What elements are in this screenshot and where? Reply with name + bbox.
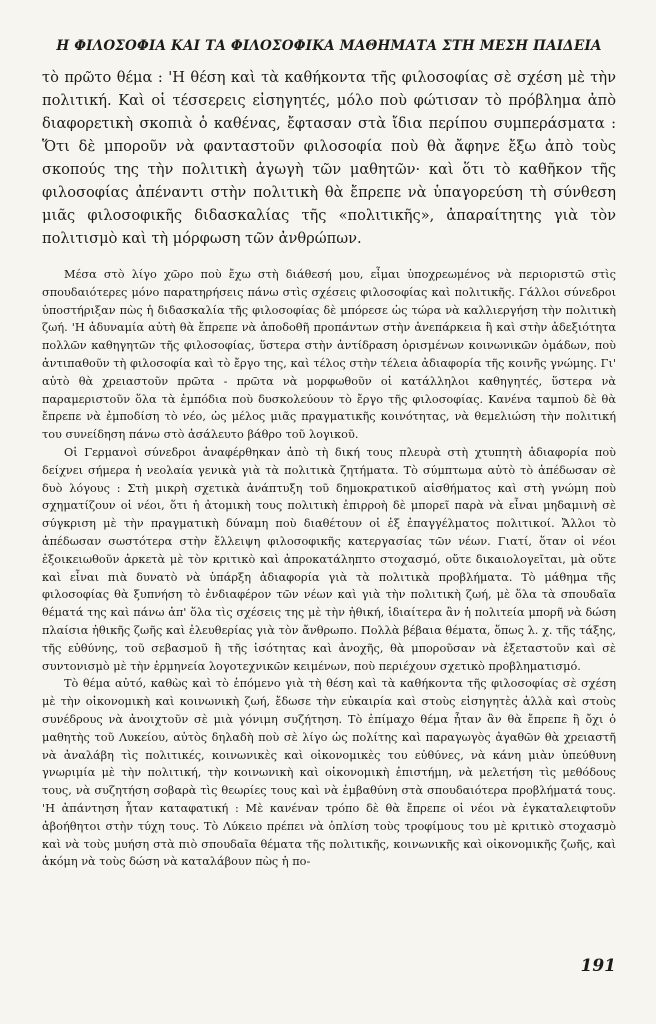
paragraph-3: Τὸ θέμα αὐτό, καθὼς καὶ τὸ ἑπόμενο γιὰ τὴ θέση καὶ τὰ καθήκοντα τῆς φιλοσοφίας σὲ σχέση μὲ τὴν οἰκονομικὴ καὶ κοινωνικὴ ζωή, ἔδωσε τὴν εὐκαιρία καὶ στοὺς εἰσηγητὲς ἀλλὰ καὶ στοὺς συνέδρους νὰ ἀνοιχτοῦν σὲ μιὰ γόνιμη συζήτηση. Τὸ ἐπίμαχο θέμα ἦταν ἂν θὰ ἔπρεπε ἢ ὄχι ὁ μαθητὴς τοῦ Λυκείου, αὐτὸς δηλαδὴ ποὺ σὲ λίγο ὡς πολίτης καὶ παραγωγὸς ἀγαθῶν θὰ χρειαστῆ νὰ ἀναλάβη τὶς πολιτικές, κοινωνικὲς καὶ οἰκονομικὲς του εὐθύνες, νὰ κάνη μιὰν ὑπεύθυνη γνωριμία μὲ τὴν πολιτική, τὴν κοινωνικὴ καὶ οἰκονομικὴ ἐπιστήμη, νὰ μελετήση τὶς μεθόδους τους, νὰ συζητήση σοβαρὰ τὶς θεωρίες τους καὶ νὰ ἐμβαθύνη στὰ σπουδαιότερα προβλήματά τους. 'Η ἀπάντηση ἦταν καταφατική : Μὲ κανέναν τρόπο δὲ θὰ ἔπρεπε οἱ νέοι νὰ ἐγκαταλειφτοῦν ἀβοήθητοι στὴν τύχη τους. Τὸ Λύκειο πρέπει νὰ ὁπλίση τοὺς τροφίμους του μὲ κριτικὸ στοχασμὸ καὶ νὰ τοὺς μυήση στὰ πιὸ σπουδαῖα θέματα τῆς πολιτικῆς, κοινωνικῆς καὶ οἰκονομικῆς ζωῆς, καὶ ἀκόμη νὰ τοὺς δώση νὰ καταλάβουν πὼς ἡ πο- [42,677,616,869]
page-number: 191 [580,956,616,976]
body-text [42,266,616,871]
paragraph-2: Οἱ Γερμανοὶ σύνεδροι ἀναφέρθηκαν ἀπὸ τὴ δική τους πλευρὰ στὴ χτυπητὴ ἀδιαφορία ποὺ δείχνει σήμερα ἡ νεολαία γενικὰ γιὰ τὰ πολιτικὰ ζητήματα. Τὸ σύμπτωμα αὐτὸ τὸ ἀπέδωσαν σὲ δυὸ λόγους : Στὴ μικρὴ σχετικὰ ἀνάπτυξη τοῦ δημοκρατικοῦ αἰσθήματος καὶ στὴ γνώμη ποὺ σχηματίζουν οἱ νέοι, ὅτι ἡ ἀτομικὴ τους πολιτικὴ ἐπιρροὴ δὲ μπορεῖ παρὰ νὰ εἶναι μηδαμινὴ σὲ σύγκριση μὲ τὴν πραγματικὴ δύναμη ποὺ διαθέτουν οἱ ἐξ ἐπαγγέλματος πολιτικοί. Ἄλλοι τὸ ἀπέδωσαν σωστότερα στὴν ἔλλειψη φιλοσοφικῆς κατεργασίας τῶν νέων. Γιατί, ὅταν οἱ νέοι ἐξοικειωθοῦν ἀρκετὰ μὲ τὸν κριτικὸ καὶ ἀπροκατάληπτο στοχασμό, οὔτε δικαιολογεῖται, μὰ οὔτε καὶ εἶναι πιὰ δυνατὸ νὰ ὑπάρξη ἀδιαφορία γιὰ τὰ πολιτικὰ προβλήματα. Τὸ μάθημα τῆς φιλοσοφίας θὰ ξυπνήση τὸ ἐνδιαφέρον τῶν νέων καὶ γιὰ τὴν πολιτικὴ ζωή, μὲ ὅλα τὰ σπουδαῖα θέματά της καὶ πάνω ἀπ' ὅλα τὶς σχέσεις της μὲ τὴν ἠθική, ἰδιαίτερα ἂν ἡ πολιτεία μπορῆ νὰ δώση πλαίσια ἠθικῆς ζωῆς καὶ ἐλευθερίας γιὰ τὸν ἄνθρωπο. Πολλὰ βέβαια θέματα, ὅπως λ. χ. τῆς τάξης, τῆς εὐθύνης, τοῦ σεβασμοῦ ἢ τῆς ἰσότητας καὶ ἀνοχῆς, θὰ μποροῦσαν νὰ ἐξεταστοῦν καὶ σὲ συντονισμὸ μὲ τὴν ἑρμηνεία λογοτεχνικῶν κειμένων, ποὺ περιέχουν σχετικὸ προβληματισμό. [42,445,616,673]
lead-paragraph: τὸ πρῶτο θέμα : 'Η θέση καὶ τὰ καθήκοντα τῆς φιλοσοφίας σὲ σχέση μὲ τὴν πολιτική. Καὶ οἱ τέσσερεις εἰσηγητές, μόλο ποὺ φώτισαν τὸ πρόβλημα ἀπὸ διαφορετικὴ σκοπιὰ ὁ καθένας, ἔφτασαν στὰ ἴδια περίπου συμπεράσματα : Ὅτι δὲ μποροῦν νὰ φανταστοῦν φιλοσοφία ποὺ θὰ ἄφηνε ἔξω ἀπὸ τοὺς σκοπούς της τὴν πολιτικὴ ἀγωγὴ τῶν μαθητῶν· καὶ ὅτι τὸ καθῆκον τῆς φιλοσοφίας ἀπέναντι στὴν πολιτικὴ θὰ ἔπρεπε νὰ ὑπαγορεύση τὴ σύνθεση μιᾶς φιλοσοφικῆς διδασκαλίας τῆς «πολιτικῆς», ἀπαραίτητης γιὰ τὸν πολιτισμὸ καὶ τὴ μόρφωση τῶν ἀνθρώπων. [42,69,616,247]
paragraph-1: Μέσα στὸ λίγο χῶρο ποὺ ἔχω στὴ διάθεσή μου, εἶμαι ὑποχρεωμένος νὰ περιοριστῶ στὶς σπουδαιότερες μόνο παρατηρήσεις πάνω στὶς σχέσεις φιλοσοφίας καὶ πολιτικῆς. Γάλλοι σύνεδροι ὑποστήριξαν πὼς ἡ διδασκαλία τῆς φιλοσοφίας δὲ μπόρεσε ὡς τώρα νὰ καλλιεργήση τὴν πολιτικὴ ζωή. 'Η ἀδυναμία αὐτὴ θὰ ἔπρεπε νὰ ἀποδοθῆ προπάντων στὴν ἀνεπάρκεια ἢ καὶ στὴν ἀδεξιότητα πολλῶν καθηγητῶν τῆς φιλοσοφίας, ὕστερα στὴν ἀντίδραση ὁρισμένων κοινωνικῶν ὁμάδων, ποὺ ἀντιπαθοῦν τὴ φιλοσοφία καὶ τὸ ἔργο της, καὶ τέλος στὴν τέλεια ἀδιαφορία τῆς κοινῆς γνώμης. Γι' αὐτὸ θὰ χρειαστοῦν πρῶτα - πρῶτα νὰ μορφωθοῦν οἱ κατάλληλοι καθηγητές, ὕστερα νὰ παραμεριστοῦν ὅλα τὰ ἐμπόδια ποὺ δυσκολεύουν τὸ ἔργο τῆς φιλοσοφίας. Κανένα ταμποὺ δὲ θὰ ἔπρεπε νὰ ἐμποδίση τὸ νέο, ὡς μέλος μιᾶς πραγματικῆς κοινότητας, νὰ θεμελιώση τὴν πολιτική του συνείδηση πάνω στὸ ἀσάλευτο βάθρο τοῦ λογικοῦ. [42,268,616,442]
running-title: Η ΦΙΛΟΣΟΦΙΑ ΚΑΙ ΤΑ ΦΙΛΟΣΟΦΙΚΑ ΜΑΘΗΜΑΤΑ ΣΤΗ ΜΕΣΗ ΠΑΙΔΕΙΑ [56,38,602,54]
